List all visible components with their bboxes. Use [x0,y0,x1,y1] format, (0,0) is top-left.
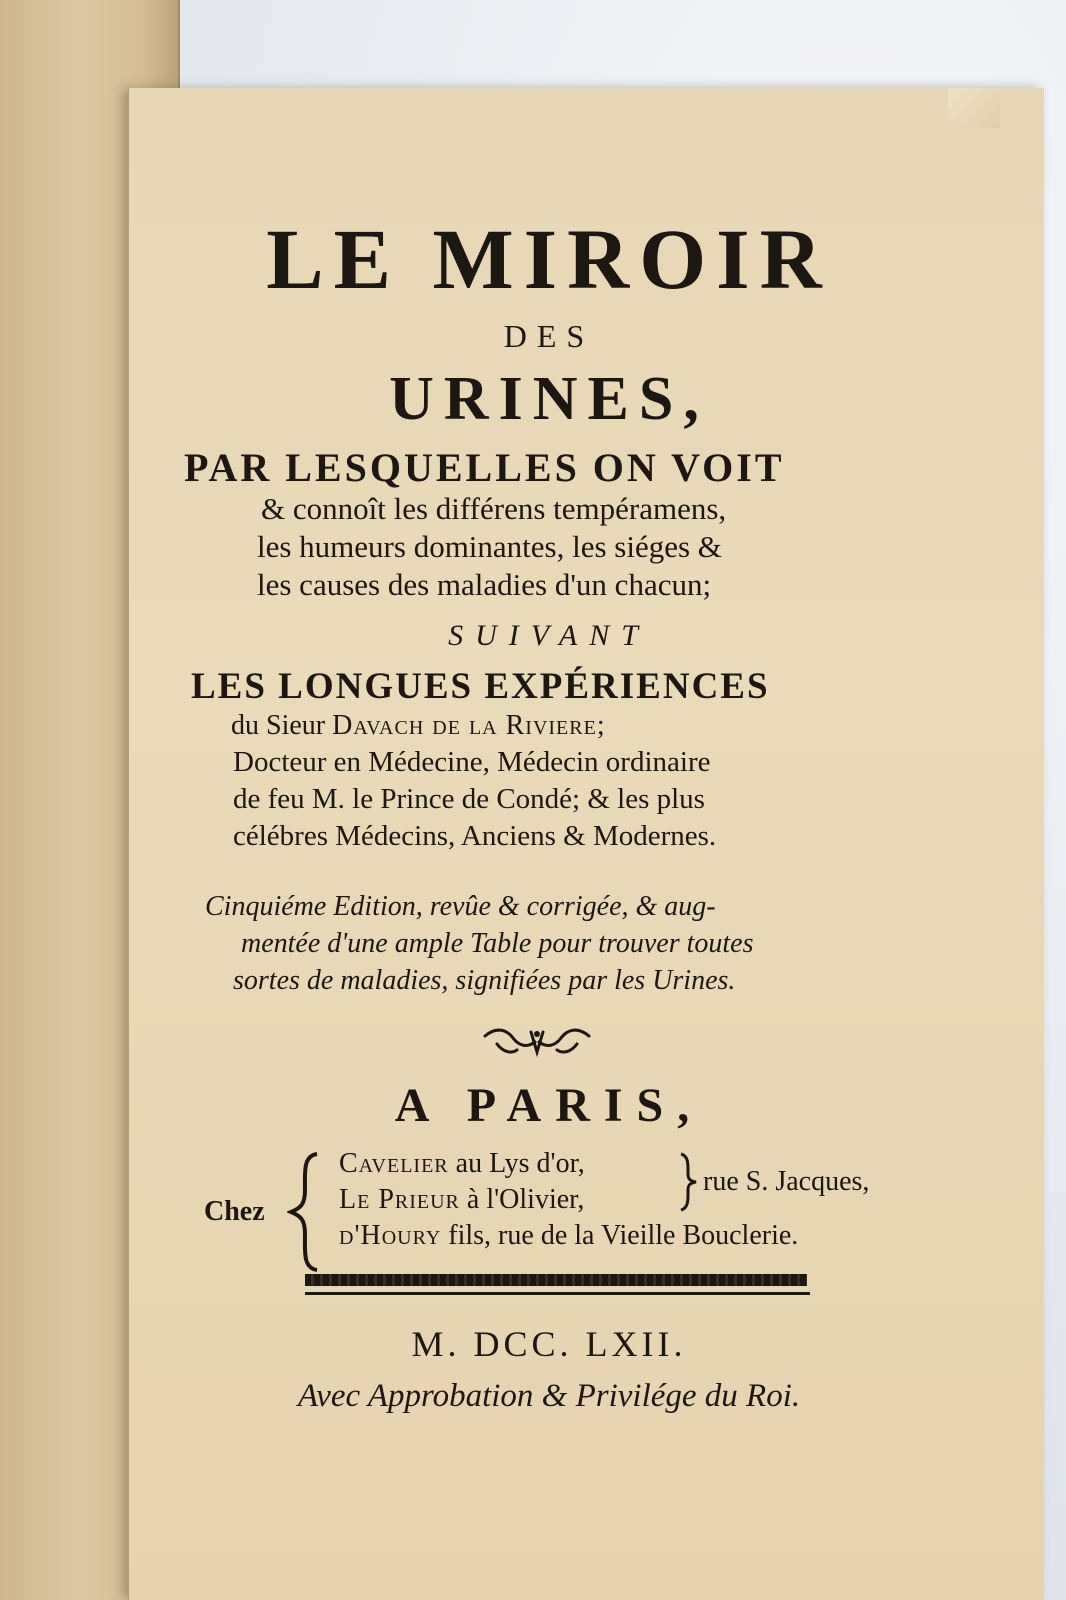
title-urines: URINES, [389,365,709,433]
subtitle-line-3: les causes des maladies d'un chacun; [257,567,712,602]
author-line-3: de feu M. le Prince de Condé; & les plus [233,783,705,815]
publication-date: M. DCC. LXII. [411,1324,687,1364]
author-line [231,712,606,740]
edition-line-3: sortes de maladies, signifiées par les Urines. [233,965,736,996]
street-address: rue S. Jacques, [703,1166,870,1197]
suivant-heading: SUIVANT [448,619,650,652]
right-brace-icon [677,1152,699,1212]
publisher-3-address: fils, rue de la Vieille Bouclerie. [441,1220,799,1251]
left-brace-icon [287,1150,323,1274]
double-rule-thick [305,1274,807,1286]
place-of-publication: A PARIS, [394,1079,704,1132]
publisher-1-name: Cavelier [339,1148,449,1179]
edition-line-2: mentée d'une ample Table pour trouver toutes [241,928,754,959]
approbation-line: Avec Approbation & Privilége du Roi. [297,1378,801,1414]
author-line-2: Docteur en Médecine, Médecin ordinaire [233,746,711,778]
author-prefix: du Sieur [231,710,333,741]
title-main: LE MIROIR [266,211,832,307]
publisher-1 [339,1150,585,1178]
fleuron-ornament-icon [477,1022,597,1062]
publisher-2-address: à l'Olivier, [459,1184,585,1215]
publisher-3-name: d'Houry [339,1220,442,1251]
double-rule-thin [305,1292,810,1295]
subtitle-lead: PAR LESQUELLES ON VOIT [184,445,785,490]
title-page [128,88,1044,1600]
chez-label: Chez [204,1196,265,1227]
page-corner-fold [948,88,1000,128]
author-name: Davach de la Riviere; [332,710,606,741]
edition-line-1: Cinquiéme Edition, revûe & corrigée, & aug- [205,891,716,922]
publisher-2-name: Le Prieur [339,1184,460,1215]
subtitle-line-2: les humeurs dominantes, les siéges & [257,529,722,564]
publisher-2 [339,1186,584,1214]
publisher-1-address: au Lys d'or, [448,1148,585,1179]
subtitle-line-1: & connoît les différens tempéramens, [261,491,727,526]
longues-heading: LES LONGUES EXPÉRIENCES [191,666,770,707]
author-line-4: célébres Médecins, Anciens & Modernes. [233,820,717,852]
publisher-3 [339,1222,798,1250]
title-des: DES [503,318,595,354]
